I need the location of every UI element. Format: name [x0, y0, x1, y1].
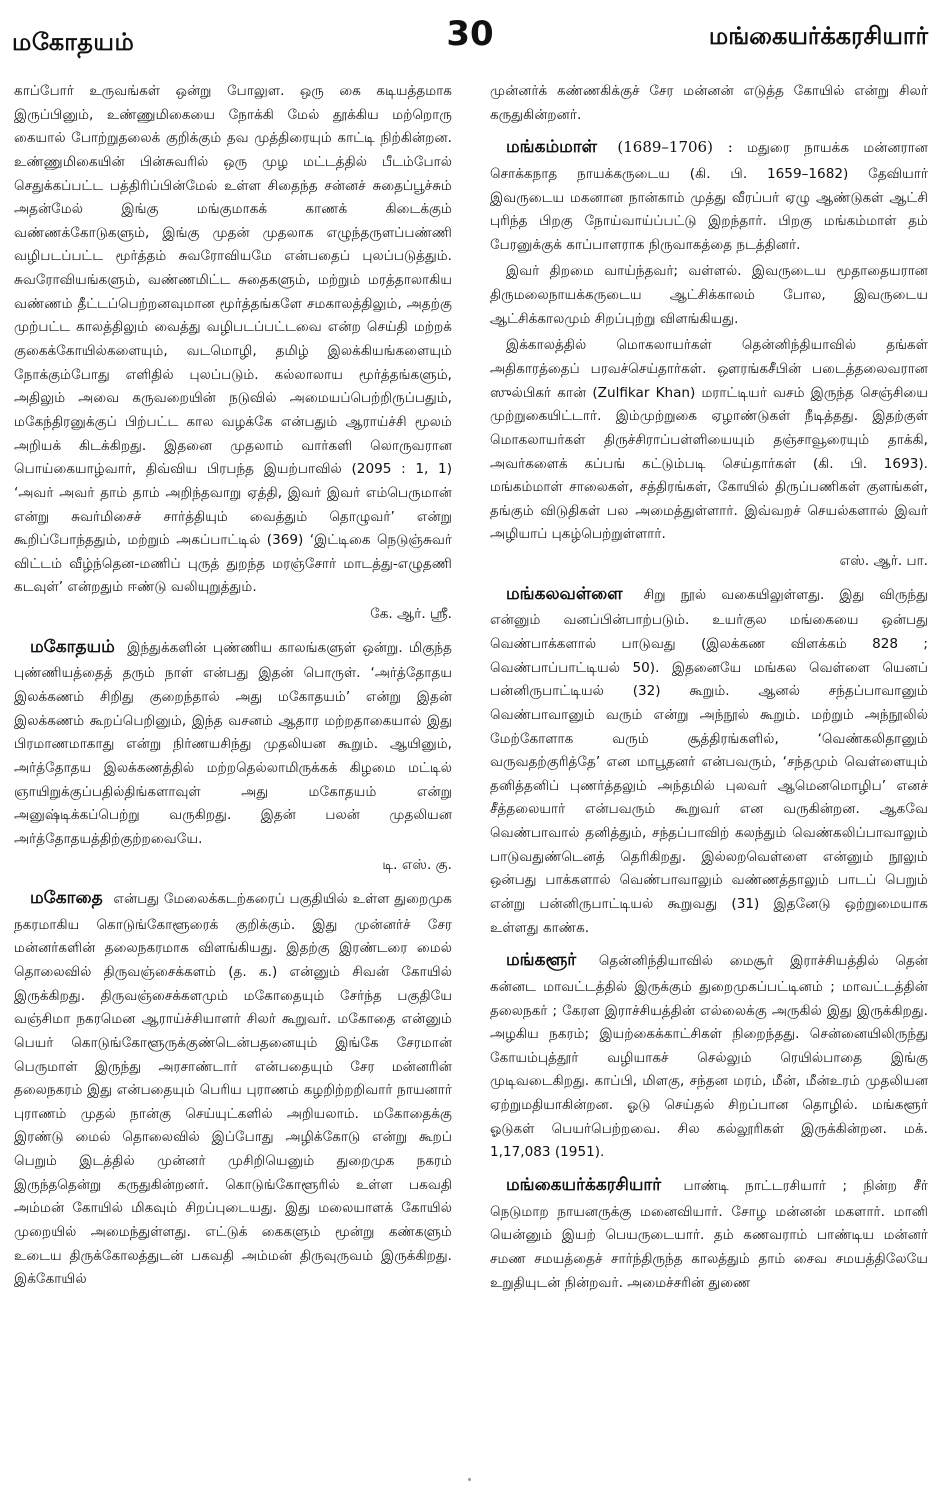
entry-mangammal: [490, 133, 928, 573]
entry-headword: மங்கம்மாள்: [506, 137, 598, 158]
continuation-entry: [490, 80, 928, 127]
entry-headword: மகோதை: [30, 888, 103, 909]
entry-headword: மங்கையர்க்கரசியார்: [506, 1175, 662, 1195]
entry-text: சிறு நூல் வகையிலுள்ளது. இது விருந்து என்னும் வனப்பின்பாற்படும். உயர்குல மங்கையை ஒன்பது வெண்பாக்களால் பாடுவது (இலக்கண விளக்கம் 828 ; வெண்பாப்பாட்டியல் 50). இதனையே மங்கல வெள்ளை யெனப் பன்னிருபாட்டியல் (32) கூறும். ஆனல் சந்தப்பாவானும் வெண்பாவானும் வரும் என்று அந்நூல் கூறும். மற்றும் அந்நூலில் மேற்கோளாக வரும் சூத்திரங்களில், ‘வெண்கலிதானும் வருவதற்குரித்தே’ என மாபூதனர் என்பவரும், ‘சந்தமும் வெள்ளையும் தனித்தனிப் புணர்த்தலும் அந்தமில் புலவர் ஆமெனமொழிப’ எனச் சீத்தலையார் என்பவரும் கூறுவர் என வருகின்றன. ஆகவே வெண்பாவால் தனித்தும், சந்தப்பாவிற் கலந்தும் வெண்கலிப்பாவாலும் பாடுவதுண்டெனத் தெரிகிறது. இல்லறவெள்ளை என்னும் நூலும் ஒன்பது பாக்களால் வெண்பாவாலும் வண்ணத்தாலும் பாடப் பெறும் என்று பன்னிருபாட்டியல் கூறுவது (31) இதனேடு ஒற்றுமையாக உள்ளது காண்க.: [490, 586, 928, 936]
entry-mangalore: [490, 946, 928, 1165]
entry-text: இந்துக்களின் புண்ணிய காலங்களுள் ஒன்று. மிகுந்த புண்ணியத்தைத் தரும் நாள் என்பது இதன் பொருள். ‘அர்த்தோதய இலக்கணம் சிறிது குறைந்தால் அது மகோதயம்’ என்று இதன் இலக்கணம் கூறப்பெறினும், இந்த வசனம் ஆதார மற்றதாகையால் இது பிரமாணமாகாது என்று நிர்ணயசிந்து முதலியன கூறும். ஆயினும், அர்த்தோதய இலக்கணத்தில் மற்றதெல்லாமிருக்கக் கிழமை மட்டில் ஞாயிறுக்குப்பதில்திங்களாவுள் அது மகோதயம் என்று அனுஷ்டிக்கப்பெற்று வருகிறது. இதன் பலன் முதலியன அர்த்தோதயத்திற்குற்றவையே.: [14, 639, 452, 847]
entry-headword: மகோதயம்: [30, 636, 115, 657]
right-column: [490, 80, 928, 1460]
entry-text: பாண்டி நாட்டரசியார் ; நின்ற சீர் நெடுமாற நாயனருக்கு மனைவியார். சோழ மன்னன் மகளார். மானி யென்னும் இயற் பெயருடையார். தம் கணவராம் பாண்டிய மன்னர் சமண சமயத்தைச் சார்ந்திருந்த காலத்தும் தாம் சைவ சமயத்திலேயே உறுதியுடன் நின்றவர். அமைச்சரின் துணை: [490, 1178, 928, 1291]
author-signature: டி. எஸ். கு.: [382, 857, 452, 874]
continuation-entry: [14, 80, 452, 627]
page-number: 30: [446, 14, 494, 54]
entry-text: என்பது மேலைக்கடற்கரைப் பகுதியில் உள்ள துறைமுக நகரமாகிய கொடுங்கோளூரைக் குறிக்கும். இது முன்னர்ச் சேர மன்னர்களின் தலைநகரமாக விளங்கியது. இதற்கு இரண்டரை மைல் தொலைவில் திருவஞ்சைக்களம் (த. க.) என்னும் சிவன் கோயில் இருக்கிறது. திருவஞ்சைக்களமும் மகோதையும் சேர்ந்த பகுதியே வஞ்சிமா நகரமென ஆராய்ச்சியாளர் சிலர் கூறுவர். மகோதை என்னும் பெயர் கொடுங்கோளூருக்குண்டென்பதனையும் இங்கே சேரமான் பெருமாள் இருந்து அரசாண்டார் என்பதையும் சேர மன்னரின் தலைநகரம் இது என்பதையும் பெரிய புராணம் கழறிற்றறிவார் நாயனார் புராணம் முதல் நான்கு செய்யுட்களில் அறியலாம். மகோதைக்கு இரண்டு மைல் தொலைவில் இப்போது அழிக்கோடு என்று கூறப் பெறும் இடத்தில் முன்னர் முசிறியெனும் துறைமுக நகரம் இருந்ததென்று கருதுகின்றனர். கொடுங்கோளூரில் உள்ள பகவதி அம்மன் கோயில் மிகவும் சிறப்புடையது. இது மலையாளக் கோயில் முறையில் அமைந்துள்ளது. எட்டுக் கைகளும் மூன்று கண்களும் உடைய திருக்கோலத்துடன் பகவதி அம்மன் திருவுருவம் இருக்கிறது. இக்கோயில்: [14, 891, 452, 1288]
entry-magodhai: [14, 884, 452, 1292]
author-signature: கே. ஆர். ஸ்ரீ.: [370, 606, 452, 623]
entry-paragraph: [14, 633, 452, 852]
entry-paragraph: [490, 580, 928, 941]
entry-magodhayam: [14, 633, 452, 878]
entry-text: மதுரை நாயக்க மன்னரான சொக்கநாத நாயக்கருடைய (கி. பி. 1659–1682) தேவியார் இவருடைய மகனான நான்காம் முத்து வீரப்பர் ஏழு ஆண்டுகள் ஆட்சி புரிந்த பிறகு நோய்வாய்ப்பட்டு இறந்தார். பிறகு மங்கம்மாள் தம் பேரனுக்குக் காப்பாளராக நிருவாகத்தை நடத்தினர்.: [490, 140, 928, 253]
running-head-right: மங்கையர்க்கரசியார்: [708, 22, 928, 50]
entry-mangaiyarkkarasiyar: [490, 1171, 928, 1295]
entry-paragraph: [490, 1171, 928, 1295]
entry-headword: மங்களூர்: [506, 950, 577, 971]
running-head-left: மகோதயம்: [12, 28, 135, 56]
entry-paragraph: [490, 946, 928, 1165]
continuation-paragraph: முன்னர்க் கண்ணகிக்குச் சேர மன்னன் எடுத்த கோயில் என்று சிலர் கருதுகின்றனர்.: [490, 83, 928, 123]
continuation-paragraph: காப்போர் உருவங்கள் ஒன்று போலுள. ஒரு கை கடியத்தமாக இருப்பினும், உண்ணுமிகையை நோக்கி மேல் தூக்கிய மற்றொரு கையால் போற்றுதலைக் குறிக்கும் தவ முத்திரையும் காட்டி நிற்கின்றன. உண்ணுமிகையின் பின்சுவரில் ஒரு முழ மட்டத்தில் பீடம்போல் செதுக்கப்பட்ட பத்திரிப்பின்மேல் உள்ள சிதைந்த சன்னச் சுதைப்பூச்சும் அதன்மேல் இங்கு மங்குமாகக் காணக் கிடைக்கும் வண்ணக்கோடுகளும், இங்கு முதன் முதலாக எழுந்தருளப்பண்ணி வழிபடப்பட்ட மூர்த்தம் சுவரோவியமே என்பதைப் புலப்படுத்தும். சுவரோவியங்களும், வண்ணமிட்ட சுதைகளும், மற்றும் மரத்தாலாகிய வண்ணம் தீட்டப்பெற்றனவுமான மூர்த்தங்களே சமகாலத்திலும், அதற்கு முற்பட்ட காலத்திலும் வைத்து வழிபடப்பட்டவை என்ற செய்தி மற்றக் குகைக்கோயில்களையும், வடமொழி, தமிழ் இலக்கியங்களையும் நோக்கும்போது எளிதில் புலப்படும். கல்லாலாய மூர்த்தங்களும், அதிலும் அவை கருவறையின் நடுவில் அமையப்பெற்றிருப்பதும், மகேந்திரனுக்குப் பிற்பட்ட கால வழக்கே என்பதும் ஆராய்ச்சி மூலம் அறியக் கிடக்கிறது. இதனை முதலாம் வார்களி லொருவரான பொய்கையாழ்வார், திவ்விய பிரபந்த இயற்பாவில் (2095 : 1, 1) ‘அவர் அவர் தாம் தாம் அறிந்தவாறு ஏத்தி, இவர் இவர் எம்பெருமான் என்று சுவர்மிசைச் சார்த்தியும் வைத்தும் தொழுவர்’ என்று கூறிப்போந்ததும், மற்றும் அகப்பாட்டில் (369) ‘இட்டிகை நெடுஞ்சுவர் விட்டம் வீழ்ந்தென-மணிப் புருத் துறந்த மரஞ்சோர் மாடத்து-எழுதணி கடவுள்’ என்றதும் ஈண்டு வலியுறுத்தும்.: [14, 83, 452, 596]
author-signature: எஸ். ஆர். பா.: [839, 553, 928, 570]
entry-paragraph: [14, 884, 452, 1292]
left-column: [14, 80, 452, 1460]
entry-headword-dates: (1689–1706) :: [617, 138, 733, 157]
entry-paragraph: இவர் திறமை வாய்ந்தவர்; வள்ளல். இவருடைய மூதாதையரான திருமலைநாயக்கருடைய ஆட்சிக்காலம் போல, இவருடைய ஆட்சிக்காலமும் சிறப்புற்று விளங்கியது.: [490, 263, 928, 327]
entry-paragraph: [490, 133, 928, 257]
page-speck: [468, 1478, 471, 1481]
entry-mangalavallai: [490, 580, 928, 941]
entry-headword: மங்கலவள்ளை: [506, 583, 623, 604]
entry-paragraph: இக்காலத்தில் மொகலாயர்கள் தென்னிந்தியாவில் தங்கள் அதிகாரத்தைப் பரவச்செய்தார்கள். ஔரங்கசீபின் படைத்தலைவரான ஸுல்பிகர் கான் (Zulfikar Khan) மராட்டியர் வசம் இருந்த செஞ்சியை முற்றுகையிட்டார். இம்முற்றுகை ஏழாண்டுகள் நீடித்தது. இதற்குள் மொகலாயர்கள் திருச்சிராப்பள்ளியையும் தஞ்சாவூரையும் தாக்கி, அவர்களைக் கப்பங் கட்டும்படி செய்தார்கள் (கி. பி. 1693). மங்கம்மாள் சாலைகள், சத்திரங்கள், கோயில் திருப்பணிகள் குளங்கள், தங்கும் விடுதிகள் பல அமைத்துள்ளார். இவ்வறச் செயல்களால் இவர் அழியாப் புகழ்பெற்றுள்ளார்.: [490, 337, 928, 543]
entry-text: தென்னிந்தியாவில் மைசூர் இராச்சியத்தில் தென் கன்னட மாவட்டத்தில் இருக்கும் துறைமுகப்பட்டினம் ; மாவட்டத்தின் தலைநகர் ; கேரள இராச்சியத்தின் எல்லைக்கு அருகில் இது இருக்கிறது. அழகிய நகரம்; இயற்கைக்காட்சிகள் நிறைந்தது. சென்னையிலிருந்து கோயம்புத்தூர் வழியாகச் செல்லும் ரெயில்பாதை இங்கு முடிவடைகிறது. காப்பி, மிளகு, சந்தன மரம், மீன், மீன்உரம் முதலியன ஏற்றுமதியாகின்றன. ஓடு செய்தல் சிறப்பான தொழில். மங்களூர் ஓடுகள் பெயர்பெற்றவை. சில கல்லூரிகள் இருக்கின்றன. மக். 1,17,083 (1951).: [490, 953, 928, 1161]
running-head: [12, 14, 928, 74]
